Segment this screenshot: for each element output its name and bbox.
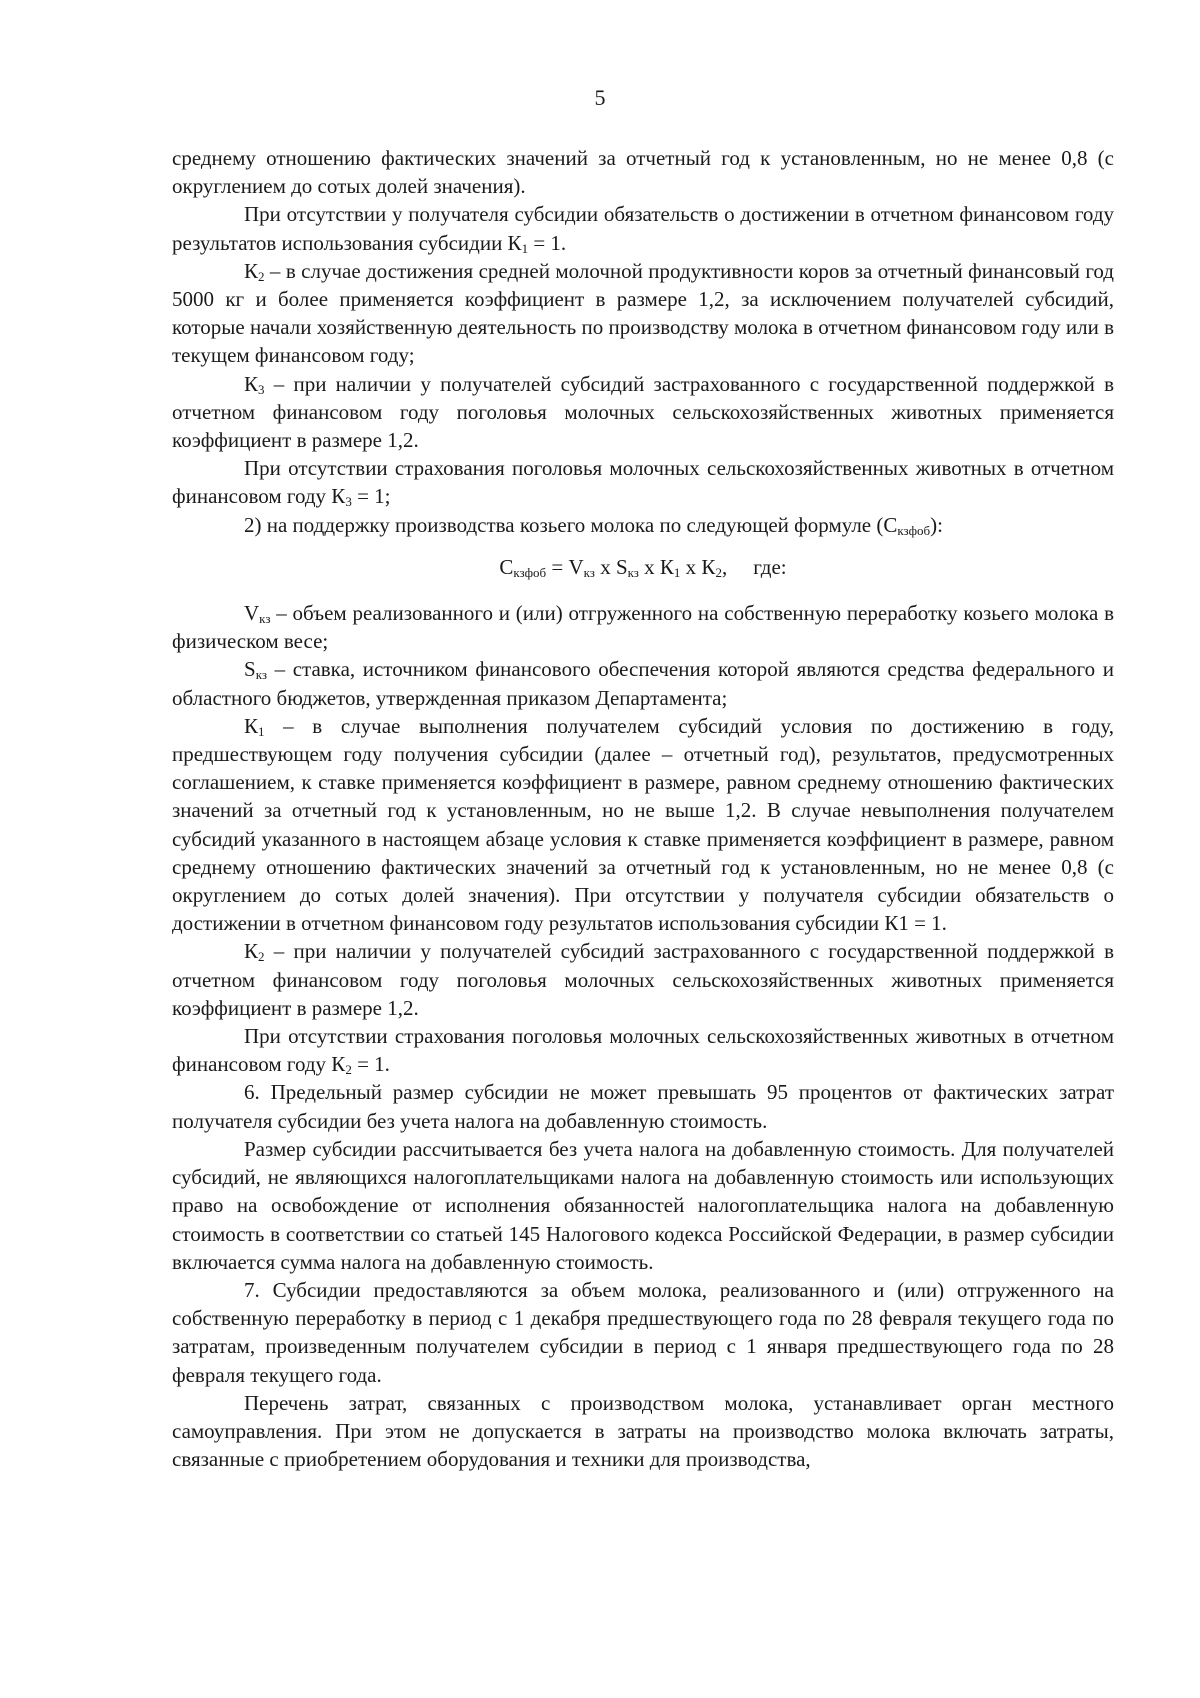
paragraph: 7. Субсидии предоставляются за объем молока, реализованного и (или) отгруженного на собственную переработку в период с 1 декабря предшествующего года по 28 февраля текущего года по затратам, произведенным получателем субсидии в период с 1 января предшествующего года по 28 февраля текущего года. xyxy=(172,1277,1114,1387)
document-body xyxy=(172,144,1114,1473)
paragraph: Перечень затрат, связанных с производством молока, устанавливает орган местного самоуправления. При этом не допускается в затраты на производство молока включать затраты, связанные с приобретением оборудования и техники для производства, xyxy=(172,1390,1114,1472)
subscript: 2 xyxy=(345,1062,352,1078)
paragraph: $К_1$ – в случае выполнения получателем субсидий условия по достижению в году, предшествующем году получения субсидии (далее – отчетный год), результатов, предусмотренных соглашением, к ставке применяется коэффициент в размере, равном среднему отношению фактических значений за отчетный год к установленным, но не выше 1,2. В случае невыполнения получателем субсидий указанного в настоящем абзаце условия к ставке применяется коэффициент в размере, равном среднему отношению фактических значений за отчетный год к установленным, но не менее 0,8 (с округлением до сотых долей значения). При отсутствии у получателя субсидии обязательств о достижении в отчетном финансовом году результатов использования субсидии К1 = 1. xyxy=(172,713,1114,936)
subscript: 3 xyxy=(258,381,265,397)
paragraph: При отсутствии страхования поголовья молочных сельскохозяйственных животных в отчетном финансовом году $К_2 = 1$. xyxy=(172,1024,1114,1078)
subscript: 3 xyxy=(345,494,352,510)
paragraph: $К_3$ – при наличии у получателей субсидий застрахованного с государственной поддержкой в отчетном финансовом году поголовья молочных сельскохозяйственных животных применяется коэффициент в размере 1,2. xyxy=(172,371,1114,453)
paragraph: При отсутствии у получателя субсидии обязательств о достижении в отчетном финансовом году результатов использования субсидии $К_1 = 1$. xyxy=(172,202,1114,256)
subscript: кз xyxy=(627,564,639,580)
paragraph: При отсутствии страхования поголовья молочных сельскохозяйственных животных в отчетном финансовом году $К_3 = 1$; xyxy=(172,456,1114,510)
subscript: кз xyxy=(259,611,271,627)
paragraph: $S_{кз}$ – ставка, источником финансового обеспечения которой являются средства федерального и областного бюджетов, утвержденная приказом Департамента; xyxy=(172,657,1114,710)
subscript: 1 xyxy=(521,240,529,256)
formula xyxy=(172,553,1114,581)
subscript: 1 xyxy=(673,564,681,580)
subscript: 2 xyxy=(258,268,265,284)
subscript: кзфоб xyxy=(897,522,931,538)
subscript: кз xyxy=(255,667,267,683)
paragraph: $К_2$ – при наличии у получателей субсидий застрахованного с государственной поддержкой в отчетном финансовом году поголовья молочных сельскохозяйственных животных применяется коэффициент в размере 1,2. xyxy=(172,939,1114,1020)
formula-expression: $С_{кзфоб} = V_{кз}$ x $S_{кз}$ x $К_1$ x $К_2$, xyxy=(499,554,728,580)
page-number: 5 xyxy=(594,85,606,110)
subscript: 1 xyxy=(258,723,265,739)
paragraph: 6. Предельный размер субсидии не может превышать 95 процентов от фактических затрат получателя субсидии без учета налога на добавленную стоимость. xyxy=(172,1080,1114,1133)
paragraph: Размер субсидии рассчитывается без учета налога на добавленную стоимость. Для получателей субсидий, не являющихся налогоплательщиками налога на добавленную стоимость или использующих право на освобождение от исполнения обязанностей налогоплательщика налога на добавленную стоимость в соответствии со статьей 145 Налогового кодекса Российской Федерации, в размер субсидии включается сумма налога на добавленную стоимость. xyxy=(172,1136,1114,1274)
subscript: 2 xyxy=(715,564,722,580)
paragraph: $К_2$ – в случае достижения средней молочной продуктивности коров за отчетный финансовый год 5000 кг и более применяется коэффициент в размере 1,2, за исключением получателей субсидий, которые начали хозяйственную деятельность по производству молока в отчетном финансовом году или в текущем финансовом году; xyxy=(172,258,1114,368)
subscript: кз xyxy=(583,564,595,580)
subscript: кзфоб xyxy=(513,564,547,580)
paragraph: 2) на поддержку производства козьего молока по следующей формуле $(С_{кзфоб})$: xyxy=(244,512,943,538)
paragraph: $V_{кз}$ – объем реализованного и (или) отгруженного на собственную переработку козьего молока в физическом весе; xyxy=(172,601,1114,654)
subscript: 2 xyxy=(258,949,265,965)
formula-where: где: xyxy=(753,554,787,579)
paragraph: среднему отношению фактических значений за отчетный год к установленным, но не менее 0,8 (с округлением до сотых долей значения). xyxy=(172,146,1114,199)
